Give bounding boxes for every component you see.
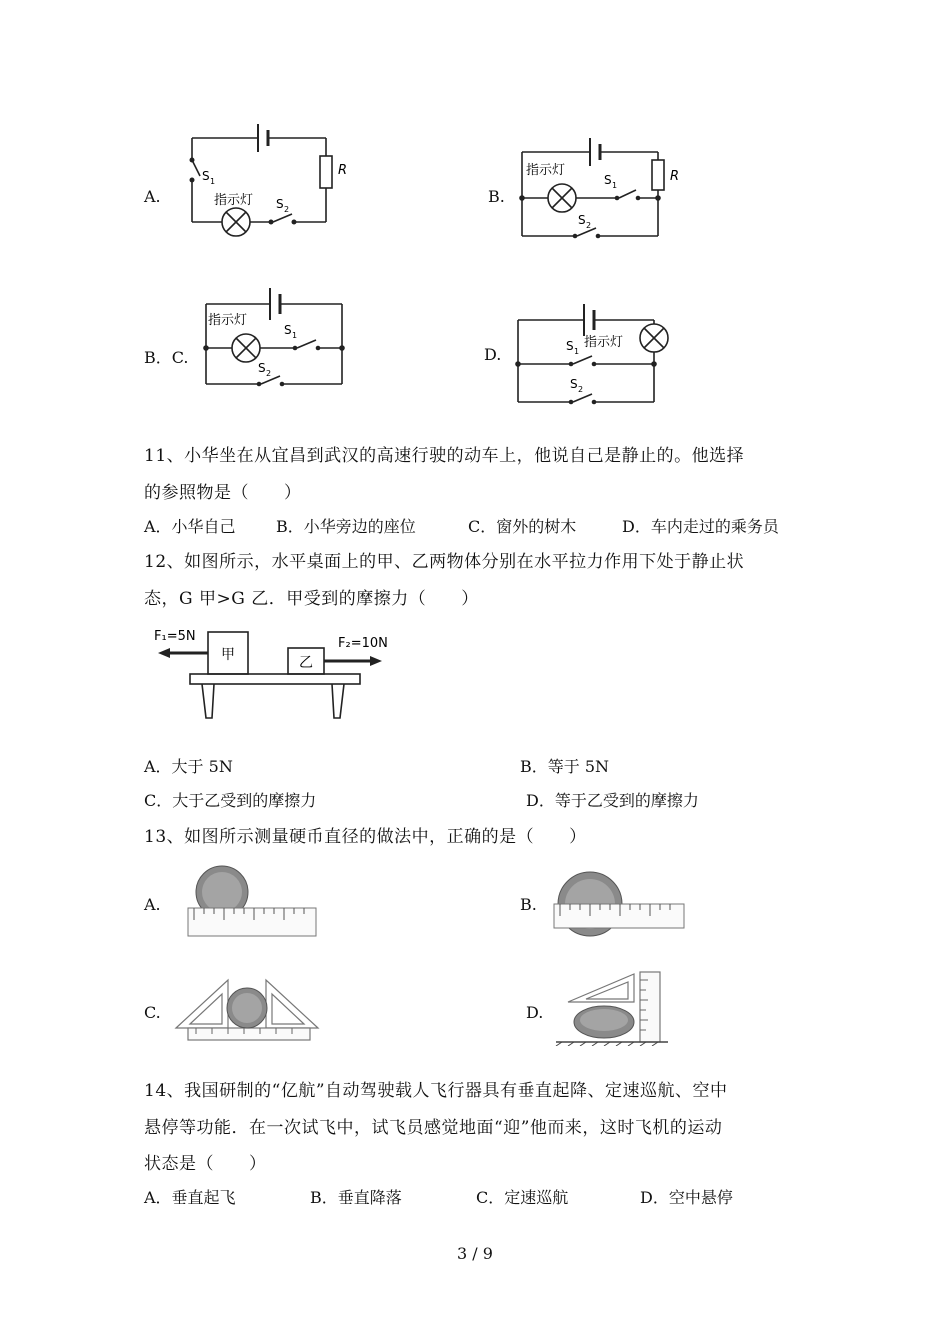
q11-option-b: B．小华旁边的座位 (276, 517, 416, 536)
s2-label: S (276, 197, 284, 211)
q13-option-label-d: D. (526, 1003, 544, 1022)
s2-label: S (570, 377, 578, 391)
circuit-diagram-a (180, 118, 355, 243)
s1-sub: 1 (574, 347, 580, 356)
s1-sub: 1 (292, 331, 298, 340)
option-label-a: A. (144, 187, 161, 206)
circuit-diagram-d (508, 300, 688, 410)
q14-option-d: D．空中悬停 (640, 1188, 733, 1207)
s2-label: S (578, 213, 586, 227)
coin-vertical-ruler-figure-d (552, 966, 672, 1046)
question-12-line-2: 态，G 甲>G 乙．甲受到的摩擦力（ ） (144, 589, 479, 609)
question-14-line-3: 状态是（ ） (144, 1154, 267, 1174)
q12-option-d: D．等于乙受到的摩擦力 (526, 791, 699, 810)
q14-option-b: B．垂直降落 (310, 1188, 402, 1207)
question-11-line-1: 11、小华坐在从宜昌到武汉的高速行驶的动车上，他说自己是静止的。他选择 (144, 446, 745, 466)
force-f2-label: F₂=10N (338, 636, 388, 651)
q12-option-a: A．大于 5N (144, 757, 233, 776)
option-label-b: B. (488, 187, 505, 206)
table-friction-diagram (150, 622, 400, 722)
q11-option-d: D．车内走过的乘务员 (622, 517, 779, 536)
question-11-line-2: 的参照物是（ ） (144, 483, 302, 503)
s2-sub: 2 (578, 385, 584, 394)
s2-sub: 2 (586, 221, 592, 230)
box-yi-label: 乙 (299, 655, 313, 671)
force-f1-label: F₁=5N (154, 629, 196, 644)
coin-triangles-figure-c (172, 972, 332, 1046)
page-number: 3 / 9 (457, 1244, 493, 1263)
s1-label: S (566, 339, 574, 353)
resistor-label: R (338, 163, 348, 178)
option-label-d: D. (484, 345, 502, 364)
s1-sub: 1 (210, 177, 216, 186)
coin-ruler-figure-b (550, 864, 690, 944)
s1-sub: 1 (612, 181, 618, 190)
question-12-line-1: 12、如图所示，水平桌面上的甲、乙两物体分别在水平拉力作用下处于静止状 (144, 552, 745, 572)
circuit-diagram-c (196, 284, 356, 394)
s2-label: S (258, 361, 266, 375)
q11-option-a: A．小华自己 (144, 517, 236, 536)
option-label-c: B．C. (144, 348, 189, 367)
box-jia-label: 甲 (221, 647, 235, 663)
question-14-line-1: 14、我国研制的“亿航”自动驾驶载人飞行器具有垂直起降、定速巡航、空中 (144, 1081, 728, 1101)
question-14-line-2: 悬停等功能．在一次试飞中，试飞员感觉地面“迎”他而来，这时飞机的运动 (144, 1118, 723, 1138)
lamp-label: 指示灯 (208, 313, 248, 328)
resistor-label: R (670, 169, 680, 184)
question-13-line-1: 13、如图所示测量硬币直径的做法中，正确的是（ ） (144, 827, 587, 847)
q14-option-a: A．垂直起飞 (144, 1188, 236, 1207)
lamp-label: 指示灯 (526, 163, 566, 178)
q11-option-c: C．窗外的树木 (468, 517, 577, 536)
s2-sub: 2 (284, 205, 290, 214)
lamp-label: 指示灯 (584, 335, 624, 350)
coin-ruler-figure-a (184, 864, 324, 944)
s1-label: S (604, 173, 612, 187)
q13-option-label-b: B. (520, 895, 537, 914)
q12-option-b: B．等于 5N (520, 757, 610, 776)
q13-option-label-a: A. (144, 895, 161, 914)
q12-option-c: C．大于乙受到的摩擦力 (144, 791, 317, 810)
s2-sub: 2 (266, 369, 272, 378)
lamp-label: 指示灯 (214, 193, 254, 208)
s1-label: S (284, 323, 292, 337)
circuit-diagram-b (512, 132, 692, 244)
q13-option-label-c: C. (144, 1003, 161, 1022)
s1-label: S (202, 169, 210, 183)
q14-option-c: C．定速巡航 (476, 1188, 569, 1207)
